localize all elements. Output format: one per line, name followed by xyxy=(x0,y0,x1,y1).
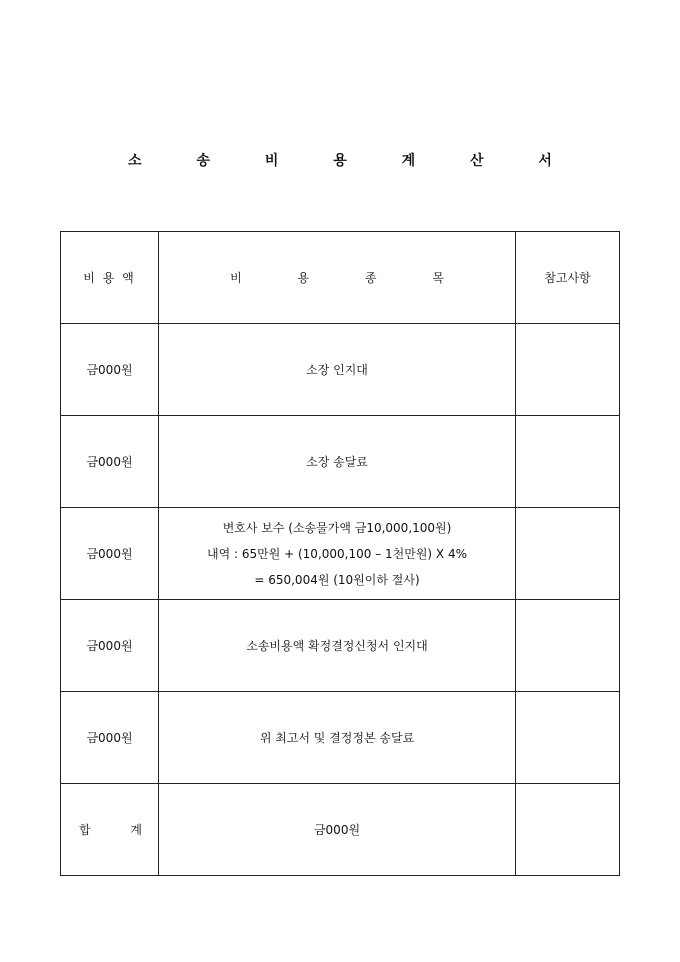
row-item-text: 소송비용액 확정결정신청서 인지대 xyxy=(246,638,428,653)
row-item xyxy=(159,324,516,416)
row-amount: 금000원 xyxy=(61,692,159,784)
row-item-text: 소장 송달료 xyxy=(306,454,368,469)
row-item-text: 위 최고서 및 결정정본 송달료 xyxy=(259,730,415,745)
header-item: 비 용 종 목 xyxy=(159,232,516,324)
fee-result-line: = 650,004원 (10원이하 절사) xyxy=(254,572,420,587)
header-amount: 비 용 액 xyxy=(61,232,159,324)
total-amount: 금000원 xyxy=(159,784,516,876)
total-row xyxy=(61,784,620,876)
row-amount: 금000원 xyxy=(61,600,159,692)
row-note xyxy=(516,324,620,416)
row-item xyxy=(159,508,516,600)
header-note: 참고사항 xyxy=(516,232,620,324)
row-note xyxy=(516,508,620,600)
table-header-row xyxy=(61,232,620,324)
table-row xyxy=(61,692,620,784)
row-note xyxy=(516,416,620,508)
lawyer-fee-line: 변호사 보수 (소송물가액 금10,000,100원) xyxy=(222,520,452,535)
row-note xyxy=(516,600,620,692)
table-row xyxy=(61,600,620,692)
cost-table xyxy=(60,231,620,876)
total-label: 합 계 xyxy=(61,784,159,876)
table-row xyxy=(61,324,620,416)
fee-breakdown-line: 내역 : 65만원 + (10,000,100 – 1천만원) X 4% xyxy=(207,546,467,561)
table-row xyxy=(61,508,620,600)
document-title: 소 송 비 용 계 산 서 xyxy=(128,153,577,169)
row-amount: 금000원 xyxy=(61,416,159,508)
row-item xyxy=(159,600,516,692)
row-item-text: 소장 인지대 xyxy=(306,362,368,377)
total-note xyxy=(516,784,620,876)
row-note xyxy=(516,692,620,784)
row-amount: 금000원 xyxy=(61,508,159,600)
row-item xyxy=(159,692,516,784)
row-amount: 금000원 xyxy=(61,324,159,416)
row-item xyxy=(159,416,516,508)
table-row xyxy=(61,416,620,508)
